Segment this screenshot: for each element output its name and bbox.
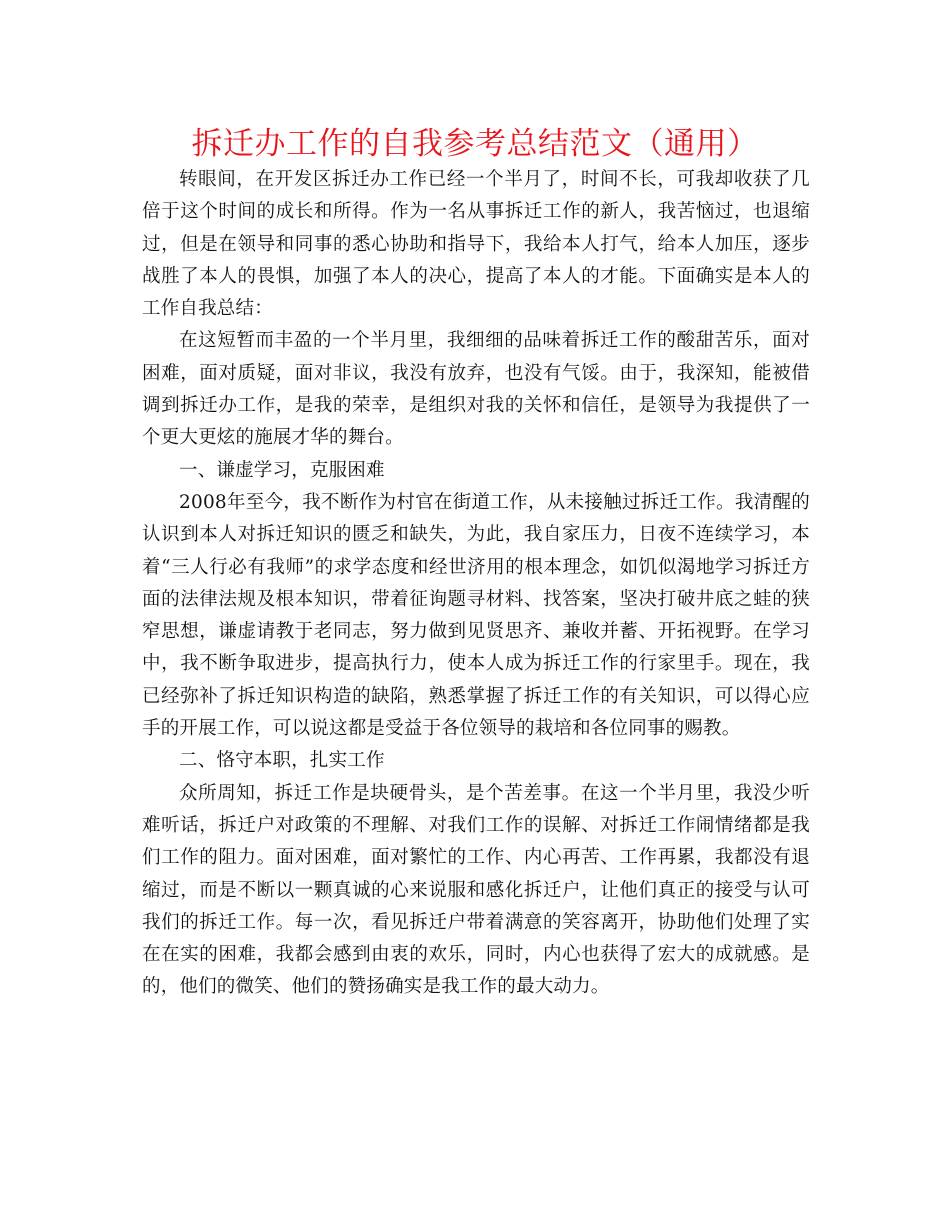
section-2-paragraph: 众所周知，拆迁工作是块硬骨头，是个苦差事。在这一个半月里，我没少听难听话，拆迁户对政策的不理解、对我们工作的误解、对拆迁工作闹情绪都是我们工作的阻力。面对困难，面对繁忙的工作、内心再苦、工作再累，我都没有退缩过，而是不断以一颗真诚的心来说服和感化拆迁户，让他们真正的接受与认可我们的拆迁工作。每一次，看见拆迁户带着满意的笑容离开，协助他们处理了实在在实的困难，我都会感到由衷的欢乐，同时，内心也获得了宏大的成就感。是的，他们的微笑、他们的赞扬确实是我工作的最大动力。 xyxy=(142,782,810,998)
section-heading-2: 二、恪守本职，扎实工作 xyxy=(179,750,385,772)
section-1-paragraph: 2008年至今，我不断作为村官在街道工作，从未接触过拆迁工作。我清醒的认识到本人对拆迁知识的匮乏和缺失，为此，我自家压力，日夜不连续学习，本着“三人行必有我师”的求学态度和经世济用的根本理念，如饥似渴地学习拆迁方面的法律法规及根本知识，带着征询题寻材料、找答案，坚决打破井底之蛙的狭窄思想，谦虚请教于老同志，努力做到见贤思齐、兼收并蓄、开拓视野。在学习中，我不断争取进步，提高执行力，使本人成为拆迁工作的行家里手。现在，我已经弥补了拆迁知识构造的缺陷，熟悉掌握了拆迁工作的有关知识，可以得心应手的开展工作，可以说这都是受益于各位领导的栽培和各位同事的赐教。 xyxy=(142,491,810,740)
paragraph-2: 在这短暂而丰盈的一个半月里，我细细的品味着拆迁工作的酸甜苦乐，面对困难，面对质疑，面对非议，我没有放弃，也没有气馁。由于，我深知，能被借调到拆迁办工作，是我的荣幸，是组织对我的关怀和信任，是领导为我提供了一个更大更炫的施展才华的舞台。 xyxy=(142,330,810,449)
document-body xyxy=(142,164,810,1004)
document-title: 拆迁办工作的自我参考总结范文（通用） xyxy=(191,126,759,162)
section-heading-1: 一、谦虚学习，克服困难 xyxy=(179,459,385,481)
intro-paragraph: 转眼间，在开发区拆迁办工作已经一个半月了，时间不长，可我却收获了几倍于这个时间的成长和所得。作为一名从事拆迁工作的新人，我苦恼过，也退缩过，但是在领导和同事的悉心协助和指导下，我给本人打气，给本人加压，逐步战胜了本人的畏惧，加强了本人的决心，提高了本人的才能。下面确实是本人的工作自我总结： xyxy=(142,169,810,320)
